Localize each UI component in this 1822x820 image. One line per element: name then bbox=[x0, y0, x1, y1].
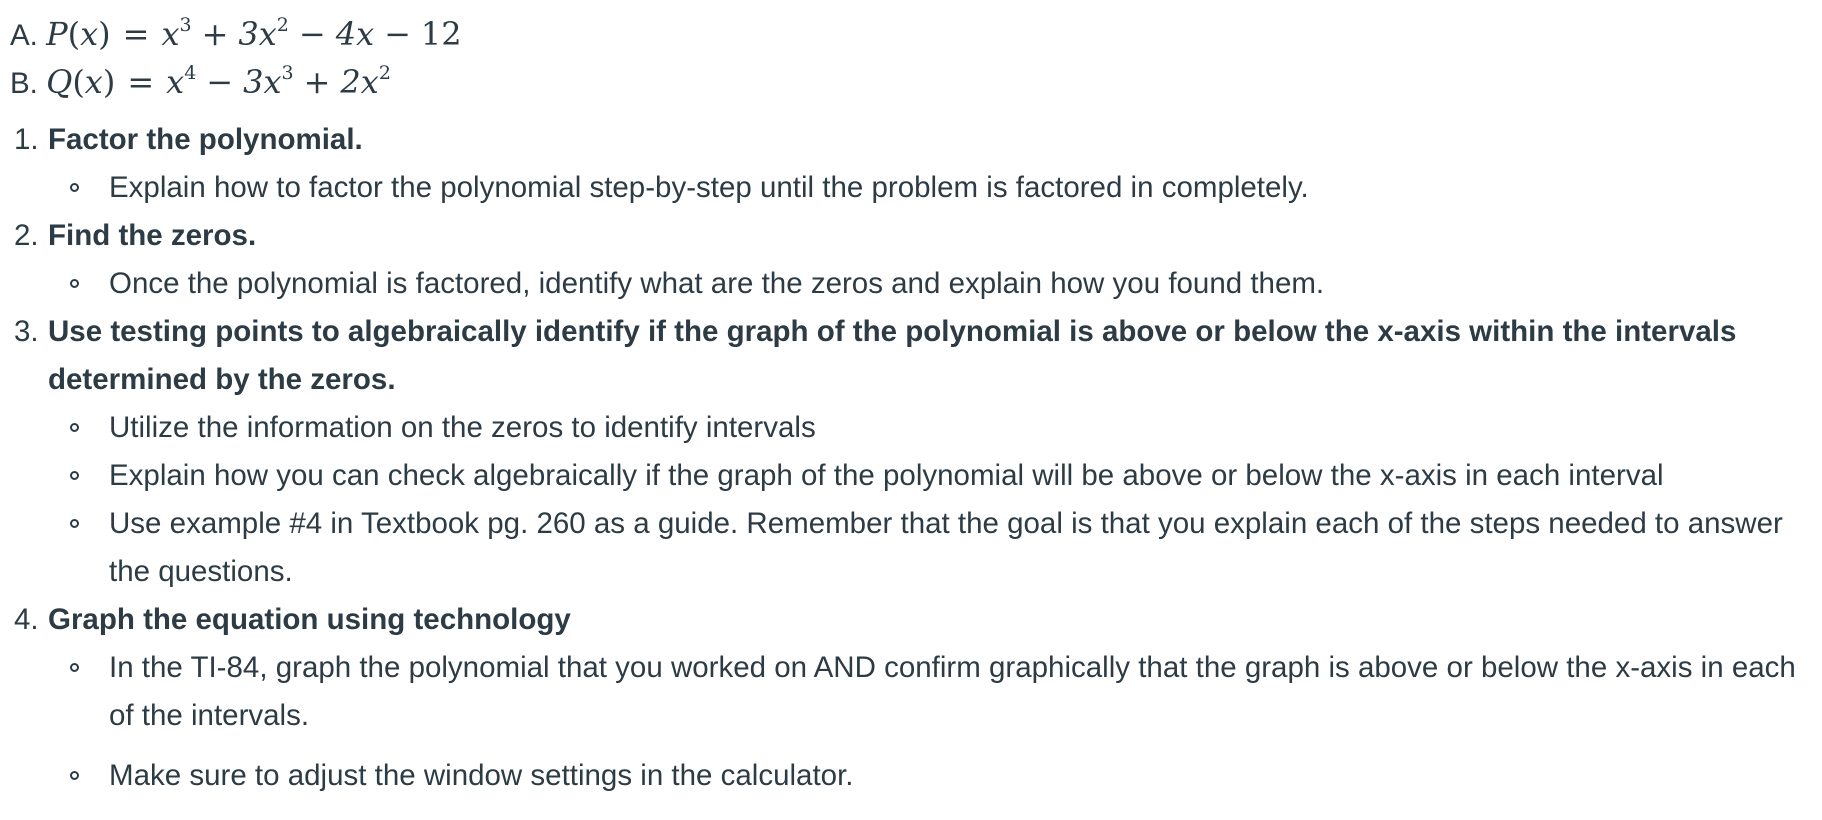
list-item bbox=[48, 644, 1810, 740]
step-number: 2. bbox=[14, 219, 39, 252]
list-item bbox=[48, 164, 1810, 212]
list-item bbox=[48, 452, 1810, 500]
equation-math: $P(x) = x^3 + 3x^2 - 4x - 12$ bbox=[46, 14, 462, 53]
list-item-text: In the TI-84, graph the polynomial that you worked on AND confirm graphically that the graph is above or below the x-axis in each of the intervals. bbox=[109, 651, 1796, 732]
list-item-text: Explain how to factor the polynomial step-by-step until the problem is factored in completely. bbox=[109, 171, 1309, 204]
list-item-text: Make sure to adjust the window settings in the calculator. bbox=[109, 759, 854, 792]
function-variable: x bbox=[84, 63, 103, 101]
step-2 bbox=[10, 212, 1810, 308]
list-item bbox=[48, 752, 1810, 800]
function-variable: x bbox=[80, 15, 99, 53]
step-title: Find the zeros. bbox=[48, 219, 257, 252]
equation-b bbox=[10, 58, 1810, 106]
equals-sign: = bbox=[127, 63, 155, 101]
circle-bullet-icon bbox=[70, 771, 79, 780]
exponent: 3 bbox=[281, 62, 294, 84]
equation-math: $Q(x) = x^4 - 3x^3 + 2x^2$ bbox=[46, 62, 391, 101]
circle-bullet-icon bbox=[70, 183, 79, 192]
function-name: Q bbox=[46, 63, 73, 101]
assignment-content bbox=[10, 10, 1810, 800]
step-title: Factor the polynomial. bbox=[48, 123, 363, 156]
circle-bullet-icon bbox=[70, 471, 79, 480]
step-title: Use testing points to algebraically identify if the graph of the polynomial is above or below the x-axis within the intervals determined by the zeros. bbox=[48, 315, 1737, 396]
list-item-text: Once the polynomial is factored, identify what are the zeros and explain how you found them. bbox=[109, 267, 1325, 300]
step-3 bbox=[10, 308, 1810, 596]
equation-label: A. bbox=[10, 19, 38, 52]
list-item bbox=[48, 500, 1810, 596]
step-title: Graph the equation using technology bbox=[48, 603, 571, 636]
step-substeps bbox=[48, 644, 1810, 800]
list-item-text: Explain how you can check algebraically if the graph of the polynomial will be above or below the x-axis in each interval bbox=[109, 459, 1664, 492]
list-item bbox=[48, 260, 1810, 308]
operator: + bbox=[201, 15, 229, 53]
equation-label: B. bbox=[10, 67, 38, 100]
operator: − bbox=[206, 63, 234, 101]
term: x bbox=[166, 63, 185, 101]
equals-sign: = bbox=[122, 15, 150, 53]
function-name: P bbox=[46, 15, 68, 53]
term: 3x bbox=[238, 15, 277, 53]
step-substeps bbox=[48, 404, 1810, 596]
exponent: 2 bbox=[276, 14, 289, 36]
circle-bullet-icon bbox=[70, 519, 79, 528]
step-substeps bbox=[48, 164, 1810, 212]
list-item bbox=[48, 404, 1810, 452]
list-item-text: Utilize the information on the zeros to identify intervals bbox=[109, 411, 816, 444]
step-substeps bbox=[48, 260, 1810, 308]
operator: + bbox=[303, 63, 331, 101]
term: 4x bbox=[335, 15, 375, 53]
list-item-text: Use example #4 in Textbook pg. 260 as a guide. Remember that the goal is that you explain each of the steps needed to answer the questions. bbox=[109, 507, 1783, 588]
term: 12 bbox=[420, 15, 462, 53]
step-4 bbox=[10, 596, 1810, 800]
step-number: 3. bbox=[14, 315, 39, 348]
circle-bullet-icon bbox=[70, 663, 79, 672]
term: 3x bbox=[243, 63, 282, 101]
step-number: 1. bbox=[14, 123, 39, 156]
operator: − bbox=[384, 15, 411, 53]
circle-bullet-icon bbox=[70, 279, 79, 288]
steps-list bbox=[10, 116, 1810, 800]
exponent: 4 bbox=[184, 62, 197, 84]
exponent: 3 bbox=[179, 14, 192, 36]
term: x bbox=[161, 15, 180, 53]
operator: − bbox=[298, 15, 326, 53]
equation-a bbox=[10, 10, 1810, 58]
circle-bullet-icon bbox=[70, 423, 79, 432]
step-1 bbox=[10, 116, 1810, 212]
term: 2x bbox=[340, 63, 379, 101]
step-number: 4. bbox=[14, 603, 39, 636]
exponent: 2 bbox=[378, 62, 391, 84]
